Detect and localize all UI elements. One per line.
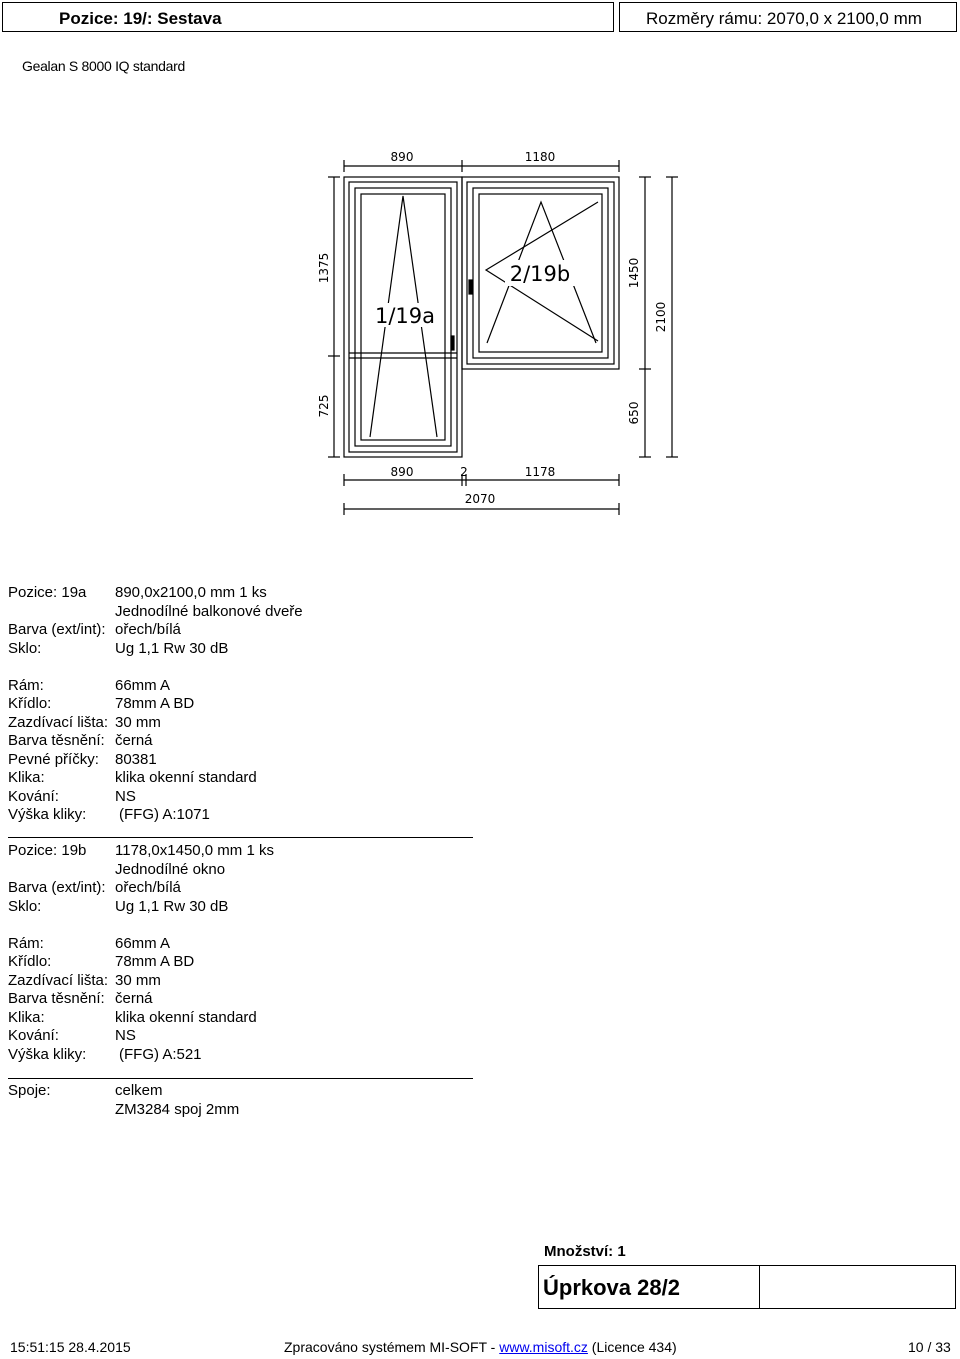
quantity: Množství: 1 [544, 1243, 626, 1260]
window-drawing [300, 140, 690, 520]
job-name: Úprkova 28/2 [543, 1275, 680, 1300]
dim-total: 2070 [464, 492, 496, 506]
footer-license: (Licence 434) [587, 1339, 677, 1355]
pozice-value: 890,0x2100,0 mm 1 ks [115, 584, 267, 601]
kovani-label: Kování: [8, 1027, 59, 1044]
sklo-value: Ug 1,1 Rw 30 dB [115, 897, 229, 915]
page-number: 10 / 33 [908, 1339, 951, 1355]
zazdivaci-lista-label: Zazdívací lišta: [8, 713, 109, 731]
pricky-value: 80381 [115, 750, 157, 768]
tesneni-value: černá [115, 990, 153, 1007]
footer-system-prefix: Zpracováno systémem MI-SOFT - [284, 1339, 500, 1355]
barva-label: Barva (ext/int): [8, 621, 106, 638]
spoje-label: Spoje: [8, 1082, 51, 1099]
dim-left-upper: 1375 [317, 252, 331, 284]
label-position-19b: 2/19b [509, 262, 571, 286]
zazdivaci-lista-label: Zazdívací lišta: [8, 971, 109, 989]
dim-bottom-mid: 2 [460, 465, 468, 479]
spoje-line2: ZM3284 spoj 2mm [115, 1100, 240, 1118]
label-position-19a: 1/19a [374, 304, 436, 328]
kovani-value: NS [115, 1027, 136, 1044]
barva-value: ořech/bílá [115, 879, 181, 896]
zazdivaci-lista-value: 30 mm [115, 971, 161, 989]
ram-value: 66mm A [115, 934, 171, 952]
klika-label: Klika: [8, 1008, 45, 1026]
kridlo-value: 78mm A BD [115, 695, 195, 712]
frame-dimensions: Rozměry rámu: 2070,0 x 2100,0 mm [646, 9, 922, 28]
dim-right-outer: 2100 [654, 301, 668, 333]
header-title-box [2, 2, 614, 32]
tesneni-label: Barva těsnění: [8, 990, 105, 1007]
profile-system: Gealan S 8000 IQ standard [22, 58, 185, 74]
kridlo-label: Křídlo: [8, 953, 52, 970]
kovani-value: NS [115, 787, 136, 805]
klika-label: Klika: [8, 769, 45, 786]
kridlo-label: Křídlo: [8, 695, 52, 712]
element-type: Jednodílné okno [115, 860, 226, 878]
sklo-label: Sklo: [8, 897, 42, 915]
separator-line [8, 837, 473, 838]
klika-value: klika okenní standard [115, 1008, 257, 1026]
barva-value: ořech/bílá [115, 621, 181, 638]
zazdivaci-lista-value: 30 mm [115, 713, 161, 731]
ram-label: Rám: [8, 676, 44, 694]
tesneni-value: černá [115, 732, 153, 749]
pricky-label: Pevné příčky: [8, 750, 99, 768]
header-dims-box [619, 2, 957, 32]
vyska-kliky-label: Výška kliky: [8, 806, 87, 823]
page-title: Pozice: 19/: Sestava [59, 9, 222, 28]
klika-value: klika okenní standard [115, 769, 257, 786]
kridlo-value: 78mm A BD [115, 953, 195, 970]
misoft-link[interactable]: www.misoft.cz [499, 1339, 588, 1355]
vyska-kliky-value: (FFG) A:521 [119, 1045, 202, 1063]
vyska-kliky-label: Výška kliky: [8, 1045, 87, 1063]
dim-right-inner: 1450 [627, 257, 641, 289]
dim-right-lower: 650 [627, 401, 641, 425]
job-box-divider [759, 1266, 760, 1308]
dim-bottom-right: 1178 [524, 465, 556, 479]
element-type: Jednodílné balkonové dveře [115, 602, 303, 620]
separator-line [8, 1078, 473, 1079]
dim-bottom-left: 890 [390, 465, 414, 479]
dim-top-left: 890 [390, 150, 414, 164]
tesneni-label: Barva těsnění: [8, 732, 105, 749]
vyska-kliky-value: (FFG) A:1071 [119, 806, 210, 823]
dim-top-right: 1180 [524, 150, 556, 164]
sklo-label: Sklo: [8, 639, 42, 657]
pozice-label: Pozice: 19b [8, 842, 87, 859]
footer-system [284, 1339, 677, 1355]
dim-left-lower: 725 [317, 394, 331, 418]
ram-label: Rám: [8, 934, 44, 952]
sklo-value: Ug 1,1 Rw 30 dB [115, 639, 229, 657]
job-box [538, 1265, 956, 1309]
spoje-line1: celkem [115, 1082, 163, 1099]
pozice-label: Pozice: 19a [8, 584, 87, 601]
footer-datetime: 15:51:15 28.4.2015 [10, 1339, 131, 1355]
pozice-value: 1178,0x1450,0 mm 1 ks [115, 842, 274, 859]
ram-value: 66mm A [115, 676, 171, 694]
barva-label: Barva (ext/int): [8, 879, 106, 896]
kovani-label: Kování: [8, 787, 59, 805]
